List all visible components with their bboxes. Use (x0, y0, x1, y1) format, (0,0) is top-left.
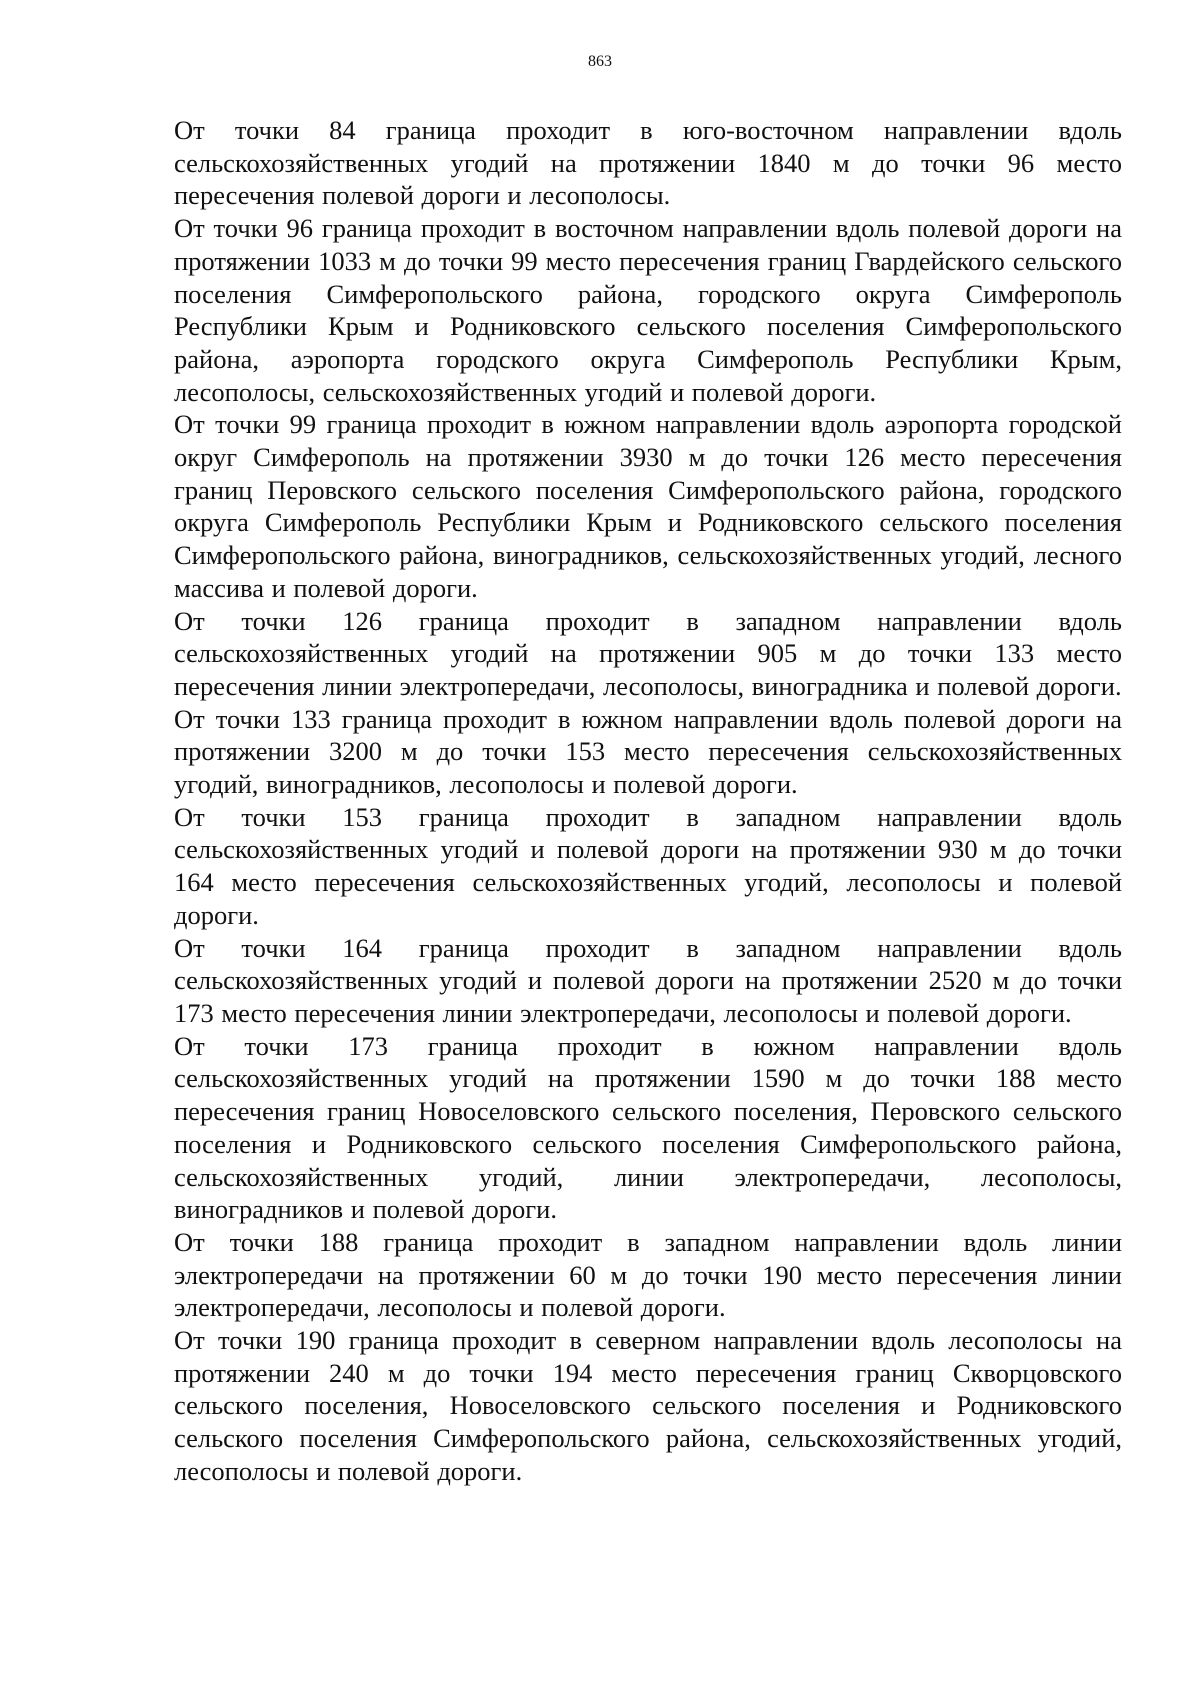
paragraph-point-99: От точки 99 граница проходит в южном направлении вдоль аэропорта городской округ Симферополь на протяжении 3930 м до точки 126 место пересечения границ Перовского сельского поселения Симферопольского района, городского округа Симферополь Республики Крым и Родниковского сельского поселения Симферопольского района, виноградников, сельскохозяйственных угодий, лесного массива и полевой дороги. (174, 409, 1122, 603)
paragraph-point-96: От точки 96 граница проходит в восточном направлении вдоль полевой дороги на протяжении 1033 м до точки 99 место пересечения границ Гвардейского сельского поселения Симферопольского района, городского округа Симферополь Республики Крым и Родниковского сельского поселения Симферопольского района, аэропорта городского округа Симферополь Республики Крым, лесополосы, сельскохозяйственных угодий и полевой дороги. (174, 213, 1122, 407)
paragraph-point-126: От точки 126 граница проходит в западном направлении вдоль сельскохозяйственных угодий на протяжении 905 м до точки 133 место пересечения линии электропередачи, лесополосы, виноградника и полевой дороги. (174, 605, 1122, 701)
paragraph-point-153: От точки 153 граница проходит в западном направлении вдоль сельскохозяйственных угодий и полевой дороги на протяжении 930 м до точки 164 место пересечения сельскохозяйственных угодий, лесополосы и полевой дороги. (174, 801, 1122, 930)
paragraph-point-133: От точки 133 граница проходит в южном направлении вдоль полевой дороги на протяжении 3200 м до точки 153 место пересечения сельскохозяйственных угодий, виноградников, лесополосы и полевой дороги. (174, 703, 1122, 800)
paragraph-point-190: От точки 190 граница проходит в северном направлении вдоль лесополосы на протяжении 240 м до точки 194 место пересечения границ Скворцовского сельского поселения, Новоселовского сельского поселения и Родниковского сельского поселения Симферопольского района, сельскохозяйственных угодий, лесополосы и полевой дороги. (174, 1325, 1122, 1486)
document-body (174, 114, 1122, 1488)
paragraph-point-188: От точки 188 граница проходит в западном направлении вдоль линии электропередачи на протяжении 60 м до точки 190 место пересечения линии электропередачи, лесополосы и полевой дороги. (174, 1226, 1122, 1323)
page-number: 863 (588, 53, 612, 70)
paragraph-point-164: От точки 164 граница проходит в западном направлении вдоль сельскохозяйственных угодий и полевой дороги на протяжении 2520 м до точки 173 место пересечения линии электропередачи, лесополосы и полевой дороги. (174, 932, 1122, 1028)
paragraph-point-173: От точки 173 граница проходит в южном направлении вдоль сельскохозяйственных угодий на протяжении 1590 м до точки 188 место пересечения границ Новоселовского сельского поселения, Перовского сельского поселения и Родниковского сельского поселения Симферопольского района, сельскохозяйственных угодий, линии электропередачи, лесополосы, виноградников и полевой дороги. (174, 1030, 1122, 1225)
paragraph-point-84: От точки 84 граница проходит в юго-восточном направлении вдоль сельскохозяйственных угодий на протяжении 1840 м до точки 96 место пересечения полевой дороги и лесополосы. (174, 115, 1122, 211)
